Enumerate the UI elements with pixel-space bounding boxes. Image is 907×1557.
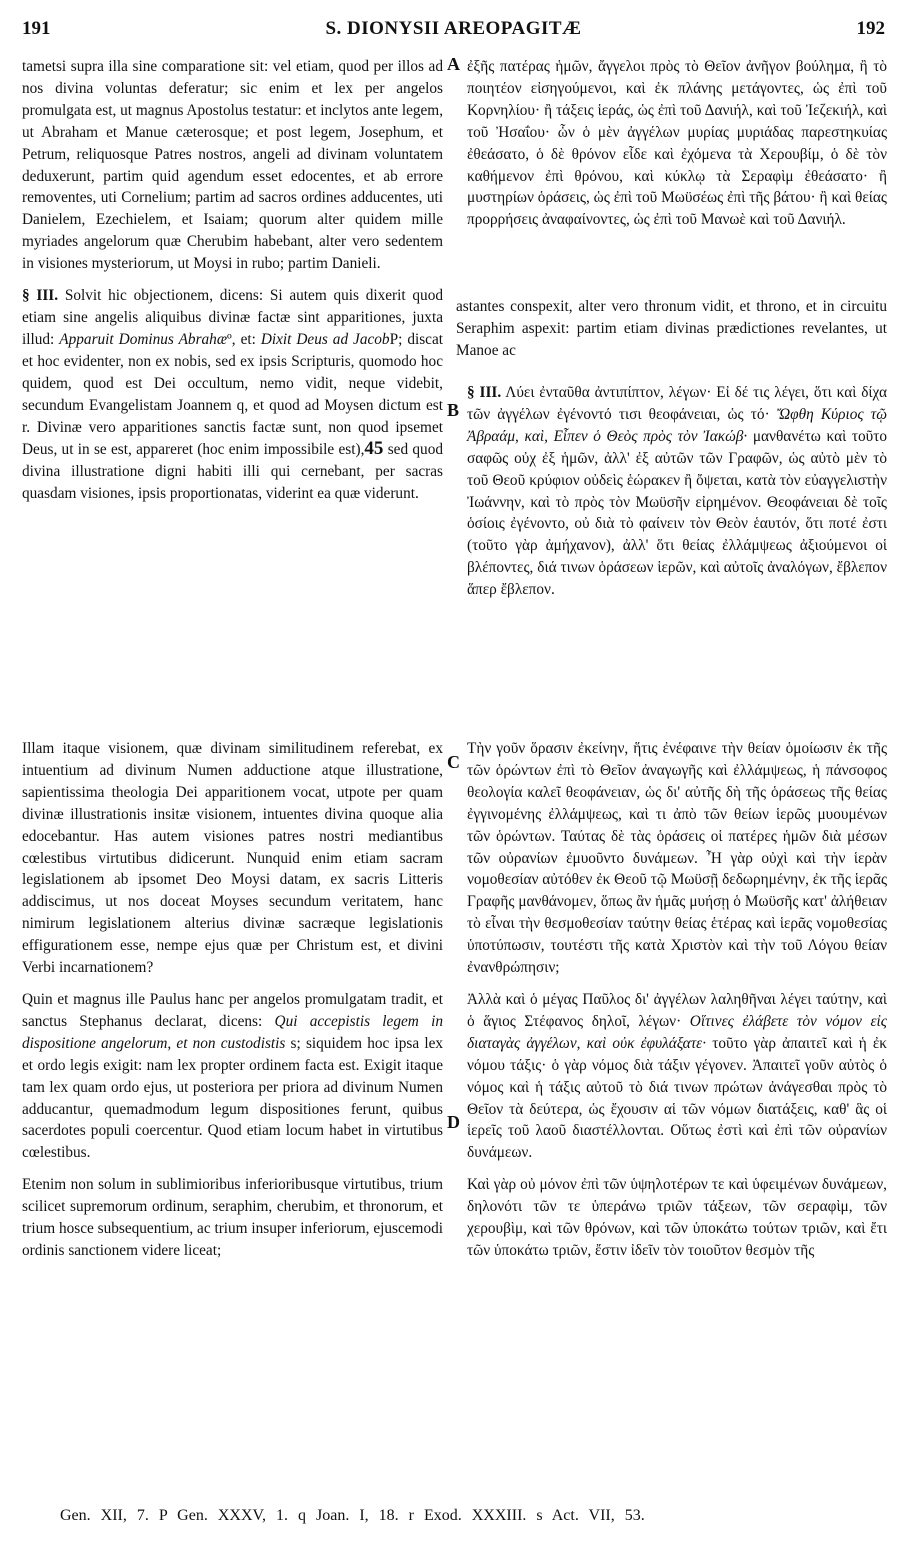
greek-column-b [467,382,887,601]
page-number-right: 192 [856,18,885,39]
section-number: § III. [22,287,59,305]
text-run: Quin et magnus ille Paulus hanc per angelos promulgatam tradit, et sanctus Stephanus declarat, dicens: [22,990,443,1030]
scripture-quote: Apparuit Dominus Abrahæ [59,330,228,348]
scripture-quote: Ὤφθη Κύριος τῷ Ἀβραάμ, καὶ, Εἶπεν ὁ Θεὸς πρὸς τὸν Ἰακώβ· [467,405,887,445]
section-number-greek: § ΙΙΙ. [467,384,502,401]
latin-column [22,56,443,505]
text-run: Λύει ἐνταῦθα ἀντιπίπτον, λέγων· Εἰ δέ τις λέγει, ὅτι καὶ δίχα τῶν ἀγγέλων ἐγένοντό τισι θεοφάνειαι, ὡς τό· [467,384,887,423]
marker-c: C [447,752,460,772]
text-run: Solvit hic objectionem, dicens: Si autem quis dixerit quod etiam sine angelis aliquibus divinæ factæ sint apparitiones, juxta illud: [22,287,443,348]
latin-overflow [456,296,887,362]
text-run: P; discat et hoc evidenter, non ex nobis, sed ex ipsis Scripturis, quomodo hoc quidem, quod est Dei occultum, nemo vidit, neque videbit, secundum Evangelistam Joannem q, et quod ad Moysen dictum est r. Divinæ vero apparitiones sanctis factæ sunt, non quod ipsemet Deus, ut in se est, appareret (hoc enim impossibile est), [22,330,444,459]
latin-column-lower [22,738,443,1262]
running-header [22,18,885,44]
text-run: Ἀλλὰ καὶ ὁ μέγας Παῦλος δι' ἀγγέλων λαληθῆναι λέγει ταύτην, καὶ ὁ ἅγιος Στέφανος δηλοῖ, λέγων· [467,990,887,1030]
page-number-left: 191 [22,18,51,39]
marker-b: B [447,400,460,420]
running-title: S. DIONYSII AREOPAGITÆ [325,18,582,39]
latin-paragraph-5: Etenim non solum in sublimioribus inferioribusque virtutibus, trium scilicet supremorum ordinum, seraphim, cherubim, et thronorum, et trium hosce subsequentium, ac trium insuper inferiorum, ejuscemodi ordinis sanctionem videre liceat; [22,1176,443,1259]
text-run: sed quod divina illustratione digni habiti illi qui cernebant, per sacras quasdam visiones, ipsis proportionatas, viderint ea quæ viderunt. [22,441,443,503]
latin-paragraph-3: Illam itaque visionem, quæ divinam similitudinem referebat, ex intuentium ad divinum Numen adductione atque illustratione, sapientissima theologia Dei apparitionem vocat, utpote per quam divinæ illustrationis insitæ visionem, intuentes divina quoque alia edocebantur. Has autem visiones patres nostri mediantibus cœlestibus virtutibus didicerunt. Nunquid enim etiam sacram legislationem ab ipsomet Deo Moysi datam, ex sacris Litteris addiscimus, ut nos doceat Moyses secundum veritatem, hanc nimirum legislationem alterius divinæ sacræque legislationis effigurationem esse, nempe ejus quæ per Christum est, et divini Verbi incarnationem? [22,740,443,977]
greek-paragraph-2 [467,382,887,601]
marker-a: A [447,54,460,74]
text-run: º, et: [227,330,261,348]
column-number: 45 [364,438,384,460]
greek-paragraph-4 [467,989,887,1164]
scripture-quote: Οἵτινες ἐλάβετε τὸν νόμον εἰς διαταγὰς ἀγγέλων, καὶ οὐκ ἐφυλάξατε· [467,1012,887,1052]
latin-paragraph-2 [22,285,443,505]
greek-paragraph-3: Τὴν γοῦν ὅρασιν ἐκείνην, ἥτις ἐνέφαινε τὴν θείαν ὁμοίωσιν ἐκ τῆς τῶν ὁρώντων ἐπὶ τὸ Θεῖον ἀναγωγῆς καὶ ἐλλάμψεως, ἡ πάνσοφος θεολογία καλεῖ θεοφάνειαν, ὡς δι' αὐτῆς δὴ τῆς ὁράσεως τῆς θείας ἐγγινομένης ἐλλάμψεως, καὶ τι ἀπὸ τῶν θείων ἱερῶς μυουμένων τῶν ὁρώντων. Ταύτας δὲ τὰς ὁράσεις οἱ πατέρες ἡμῶν διὰ μέσων τῶν οὐρανίων ἐμυοῦντο δυνάμεων. Ἦ γὰρ οὐχὶ καὶ τὴν ἱερὰν νομοθεσίαν αὐτόθεν ἐκ Θεοῦ τῷ Μωϋσῇ δεδωρημένην, ἐκ τῆς ἱερᾶς Γραφῆς μανθάνομεν, ὅπως ἂν ἡμᾶς μυήσῃ ὁ Μωϋσῆς κατ' ἀλήθειαν τὸ εἶναι τὴν θεσμοθεσίαν ταύτην θείας ἑτέρας καὶ ἱερᾶς νομοθεσίας ὑποτύπωσιν, τουτέστι τῆς κατὰ Χριστὸν καὶ τὴν τοῦ Λόγου θείαν ἐνανθρώπησιν; [467,740,887,977]
latin-paragraph-4 [22,989,443,1164]
text-run: τοῦτο γὰρ ἀπαιτεῖ καὶ ἡ ἐκ νόμου τάξις· ὁ γὰρ νόμος διὰ τάξιν γέγονεν. Ἀπαιτεῖ γοῦν αὐτὸς ὁ νόμος καὶ ἡ τάξις αὐτοῦ τὸ διά τινων πρώτων ἀνάγεσθαι πρὸς τὸ Θεῖον τὰ δεύτερα, ὡς ἔχουσιν αἱ τῶν νόμων διατάξεις, καθ' ἃς οἱ ἱερεῖς τοῦ λαοῦ διαστέλλονται. Οὕτως ἐστὶ καὶ ἐπὶ τῶν οὐρανίων δυνάμεων. [467,1034,887,1162]
footnotes: Gen. XII, 7. P Gen. XXXV, 1. q Joan. I, 18. r Exod. XXXIII. s Act. VII, 53. [60,1507,645,1524]
text-run: s; siquidem hoc ipsa lex et ordo legis exigit: nam lex propter ordinem facta est. Exigit itaque tam lex quam ordo ejus, ut posteriora per priora ad divinum Numen adducantur, quemadmodum legum dispositiones ferunt, quibus sacerdotes populi coercentur. Quod etiam locum habet in virtutibus cœlestibus. [22,1034,444,1162]
scripture-quote: Qui accepistis legem in dispositione angelorum, et non custodistis [22,1012,443,1052]
greek-paragraph-5: Καὶ γὰρ οὐ μόνον ἐπὶ τῶν ὑψηλοτέρων τε καὶ ὑφειμένων δυνάμεων, δηλονότι τῶν τε ὑπεράνω τριῶν τάξεων, τῶν σεραφὶμ, τῶν χερουβὶμ, καὶ τῶν θρόνων, καὶ τῶν ὑποκάτω τούτων τριῶν, καὶ ἔτι τῶν ὑποκάτω τριῶν, ἔστιν ἰδεῖν τὸν τοιοῦτον θεσμὸν τῆς [467,1176,887,1259]
greek-column-c [467,738,887,1262]
greek-column [467,56,887,231]
text-run: μανθανέτω καὶ τοῦτο σαφῶς οὐχ ἐξ ἡμῶν, ἀλλ' ἐξ αὐτῶν τῶν Γραφῶν, ὡς αὐτὸ μὲν τὸ τοῦ Θεοῦ κρύφιον οὐδεὶς ἑώρακεν ἢ ὄψεται, κατὰ τὸν εὐαγγελιστὴν Ἰωάννην, καὶ τὸ πρὸς τὸν Μωϋσῆν εἰρημένον. Θεοφάνειαι δὲ τοῖς ὁσίοις ἐγένοντο, οὐ διὰ τὸ φαίνειν τὸν Θεὸν ἑαυτόν, ὅτι ποτέ ἐστι (τοῦτο γὰρ ἀμήχανον), ἀλλ' ὅτι θείας ἐλλάμψεως ἀξιούμενοι οἱ βλέποντες, διά τινων ὁράσεων ἱερῶν, καὶ αὐτοῖς ἀναλόγων, ἔβλεπον ἅπερ ἔβλεπον. [467,427,887,599]
greek-paragraph-1: ἐξῆς πατέρας ἡμῶν, ἄγγελοι πρὸς τὸ Θεῖον ἀνῆγον βούλημα, ἢ τὸ ποιητέον εἰσηγούμενοι, καὶ ἐκ πλάνης μετάγοντες, ὡς ἐπὶ τοῦ Κορνηλίου· ἢ τάξεις ἱεράς, ὡς ἐπὶ τοῦ Δανιήλ, καὶ τοῦ Ἰεζεκιήλ, καὶ τοῦ Ἠσαΐου· ὧν ὁ μὲν ἀγγέλων μυρίας μυριάδας παρεστηκυίας ἐθεάσατο, ὁ δὲ θρόνον εἶδε καὶ ἐχόμενα τὰ Χερουβίμ, ὁ δὲ τὸν καθήμενον ἐπὶ θρόνου, καὶ κύκλῳ τὰ Σεραφὶμ ἐθεάσατο· ἢ μυστηρίων ὁράσεις, ὡς ἐπὶ τοῦ Μωϋσέως ἐπὶ τῆς βάτου· ἢ καὶ θείας προρρήσεις ἀναφαίνοντες, ὡς ἐπὶ τοῦ Μανωὲ καὶ τοῦ Δανιήλ. [467,58,887,229]
latin-overflow-text: astantes conspexit, alter vero thronum vidit, et throno, et in circuitu Seraphim aspexit: partim etiam divinas prædictiones revelantes, ut Manoe ac [456,298,887,359]
scripture-quote: Dixit Deus ad Jacob [260,330,390,348]
latin-paragraph-1: tametsi supra illa sine comparatione sit: vel etiam, quod per illos ad nos divina voluntas deferatur; sic enim et lex per angelos promulgata est, ut magnus Apostolus testatur: et inclytos ante legem, ut Abraham et Manue cæterosque; et post legem, Josephum, et Petrum, reliquosque Patres nostros, angeli ad divinam voluntatem deduxerunt, partim quid agendum esset edocentes, et ab errore removentes, uti Cornelium; partim ad sacros ordines adducentes, uti Danielem, Ezechielem, et Isaiam; quorum alter quidem mille myriades angelorum quæ Cherubim habebant, alter vero sedentem in visiones mysteriorum, ut Moysi in rubo; partim Danieli. [22,58,444,273]
marker-d: D [447,1112,460,1132]
